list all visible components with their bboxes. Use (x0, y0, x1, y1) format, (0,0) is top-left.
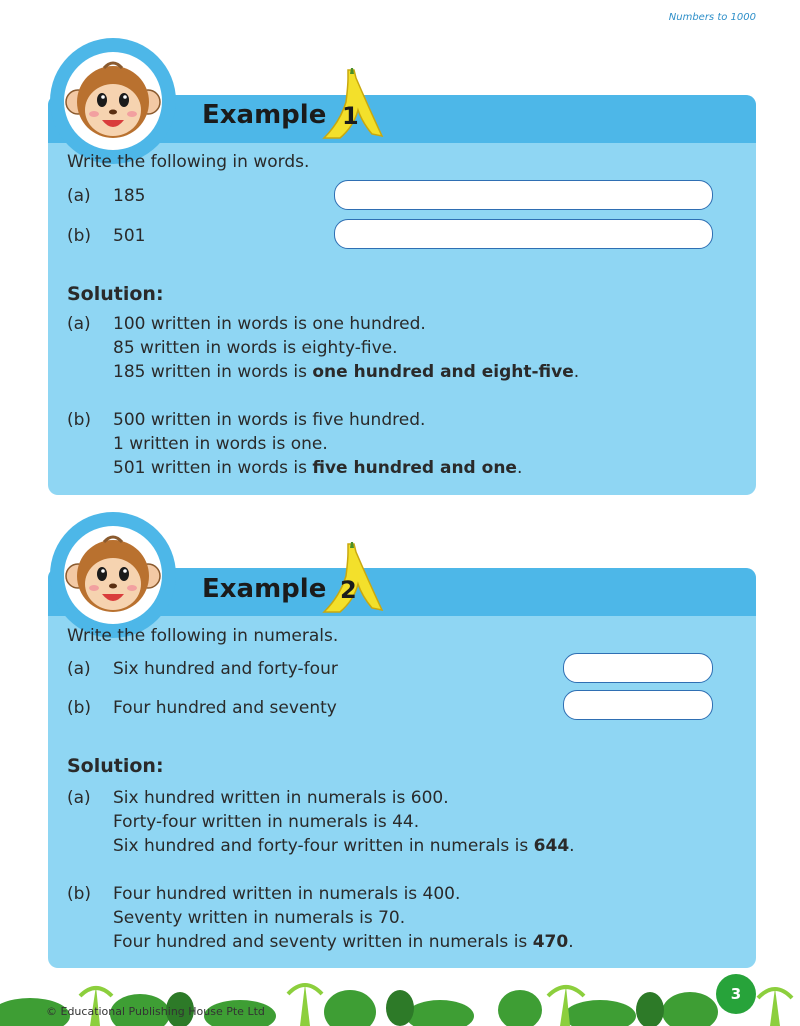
solution-2b-line3: Four hundred and seventy written in numerals is 470. (113, 932, 574, 952)
page-number-badge: 3 (716, 974, 756, 1014)
question-2b-label: (b) (67, 698, 92, 718)
solution-2a-line3: Six hundred and forty-four written in numerals is 644. (113, 836, 575, 856)
solution-2b-line2: Seventy written in numerals is 70. (113, 908, 406, 928)
question-1a-text: 185 (113, 186, 146, 206)
solution-2a-line2: Forty-four written in numerals is 44. (113, 812, 420, 832)
solution-1a-answer: one hundred and eight-five (312, 362, 574, 382)
solution-1b-answer: five hundred and one (312, 458, 517, 478)
example-1-title: Example (202, 100, 327, 130)
solution-1b-line3: 501 written in words is five hundred and one. (113, 458, 523, 478)
solution-2a-answer: 644 (533, 836, 570, 856)
example-1-instruction: Write the following in words. (67, 152, 310, 172)
question-2b-text: Four hundred and seventy (113, 698, 337, 718)
monkey-icon (64, 526, 162, 624)
solution-1b-line1: 500 written in words is five hundred. (113, 410, 426, 430)
monkey-badge-1 (50, 38, 176, 164)
solution-1-heading: Solution: (67, 283, 164, 305)
solution-1a-line1: 100 written in words is one hundred. (113, 314, 426, 334)
solution-1b-label: (b) (67, 410, 92, 430)
example-2-title: Example (202, 574, 327, 604)
solution-1a-line3: 185 written in words is one hundred and eight-five. (113, 362, 580, 382)
solution-2b-answer: 470 (532, 932, 569, 952)
question-1a-label: (a) (67, 186, 91, 206)
example-2-number: 2 (340, 576, 357, 604)
solution-2a-line1: Six hundred written in numerals is 600. (113, 788, 449, 808)
chapter-title: Numbers to 1000 (668, 12, 756, 23)
question-2a-label: (a) (67, 659, 91, 679)
answer-box-2b[interactable] (563, 690, 713, 720)
solution-1b-line2: 1 written in words is one. (113, 434, 328, 454)
question-1b-label: (b) (67, 226, 92, 246)
solution-2b-label: (b) (67, 884, 92, 904)
solution-1a-line2: 85 written in words is eighty-five. (113, 338, 398, 358)
monkey-badge-2 (50, 512, 176, 638)
solution-2a-label: (a) (67, 788, 91, 808)
solution-2b-line1: Four hundred written in numerals is 400. (113, 884, 461, 904)
answer-box-2a[interactable] (563, 653, 713, 683)
solution-2-heading: Solution: (67, 755, 164, 777)
copyright-text: © Educational Publishing House Pte Ltd (46, 1005, 265, 1018)
question-1b-text: 501 (113, 226, 146, 246)
answer-box-1a[interactable] (334, 180, 713, 210)
monkey-icon (64, 52, 162, 150)
solution-1a-label: (a) (67, 314, 91, 334)
example-1-number: 1 (342, 102, 359, 130)
answer-box-1b[interactable] (334, 219, 713, 249)
question-2a-text: Six hundred and forty-four (113, 659, 338, 679)
example-2-instruction: Write the following in numerals. (67, 626, 339, 646)
